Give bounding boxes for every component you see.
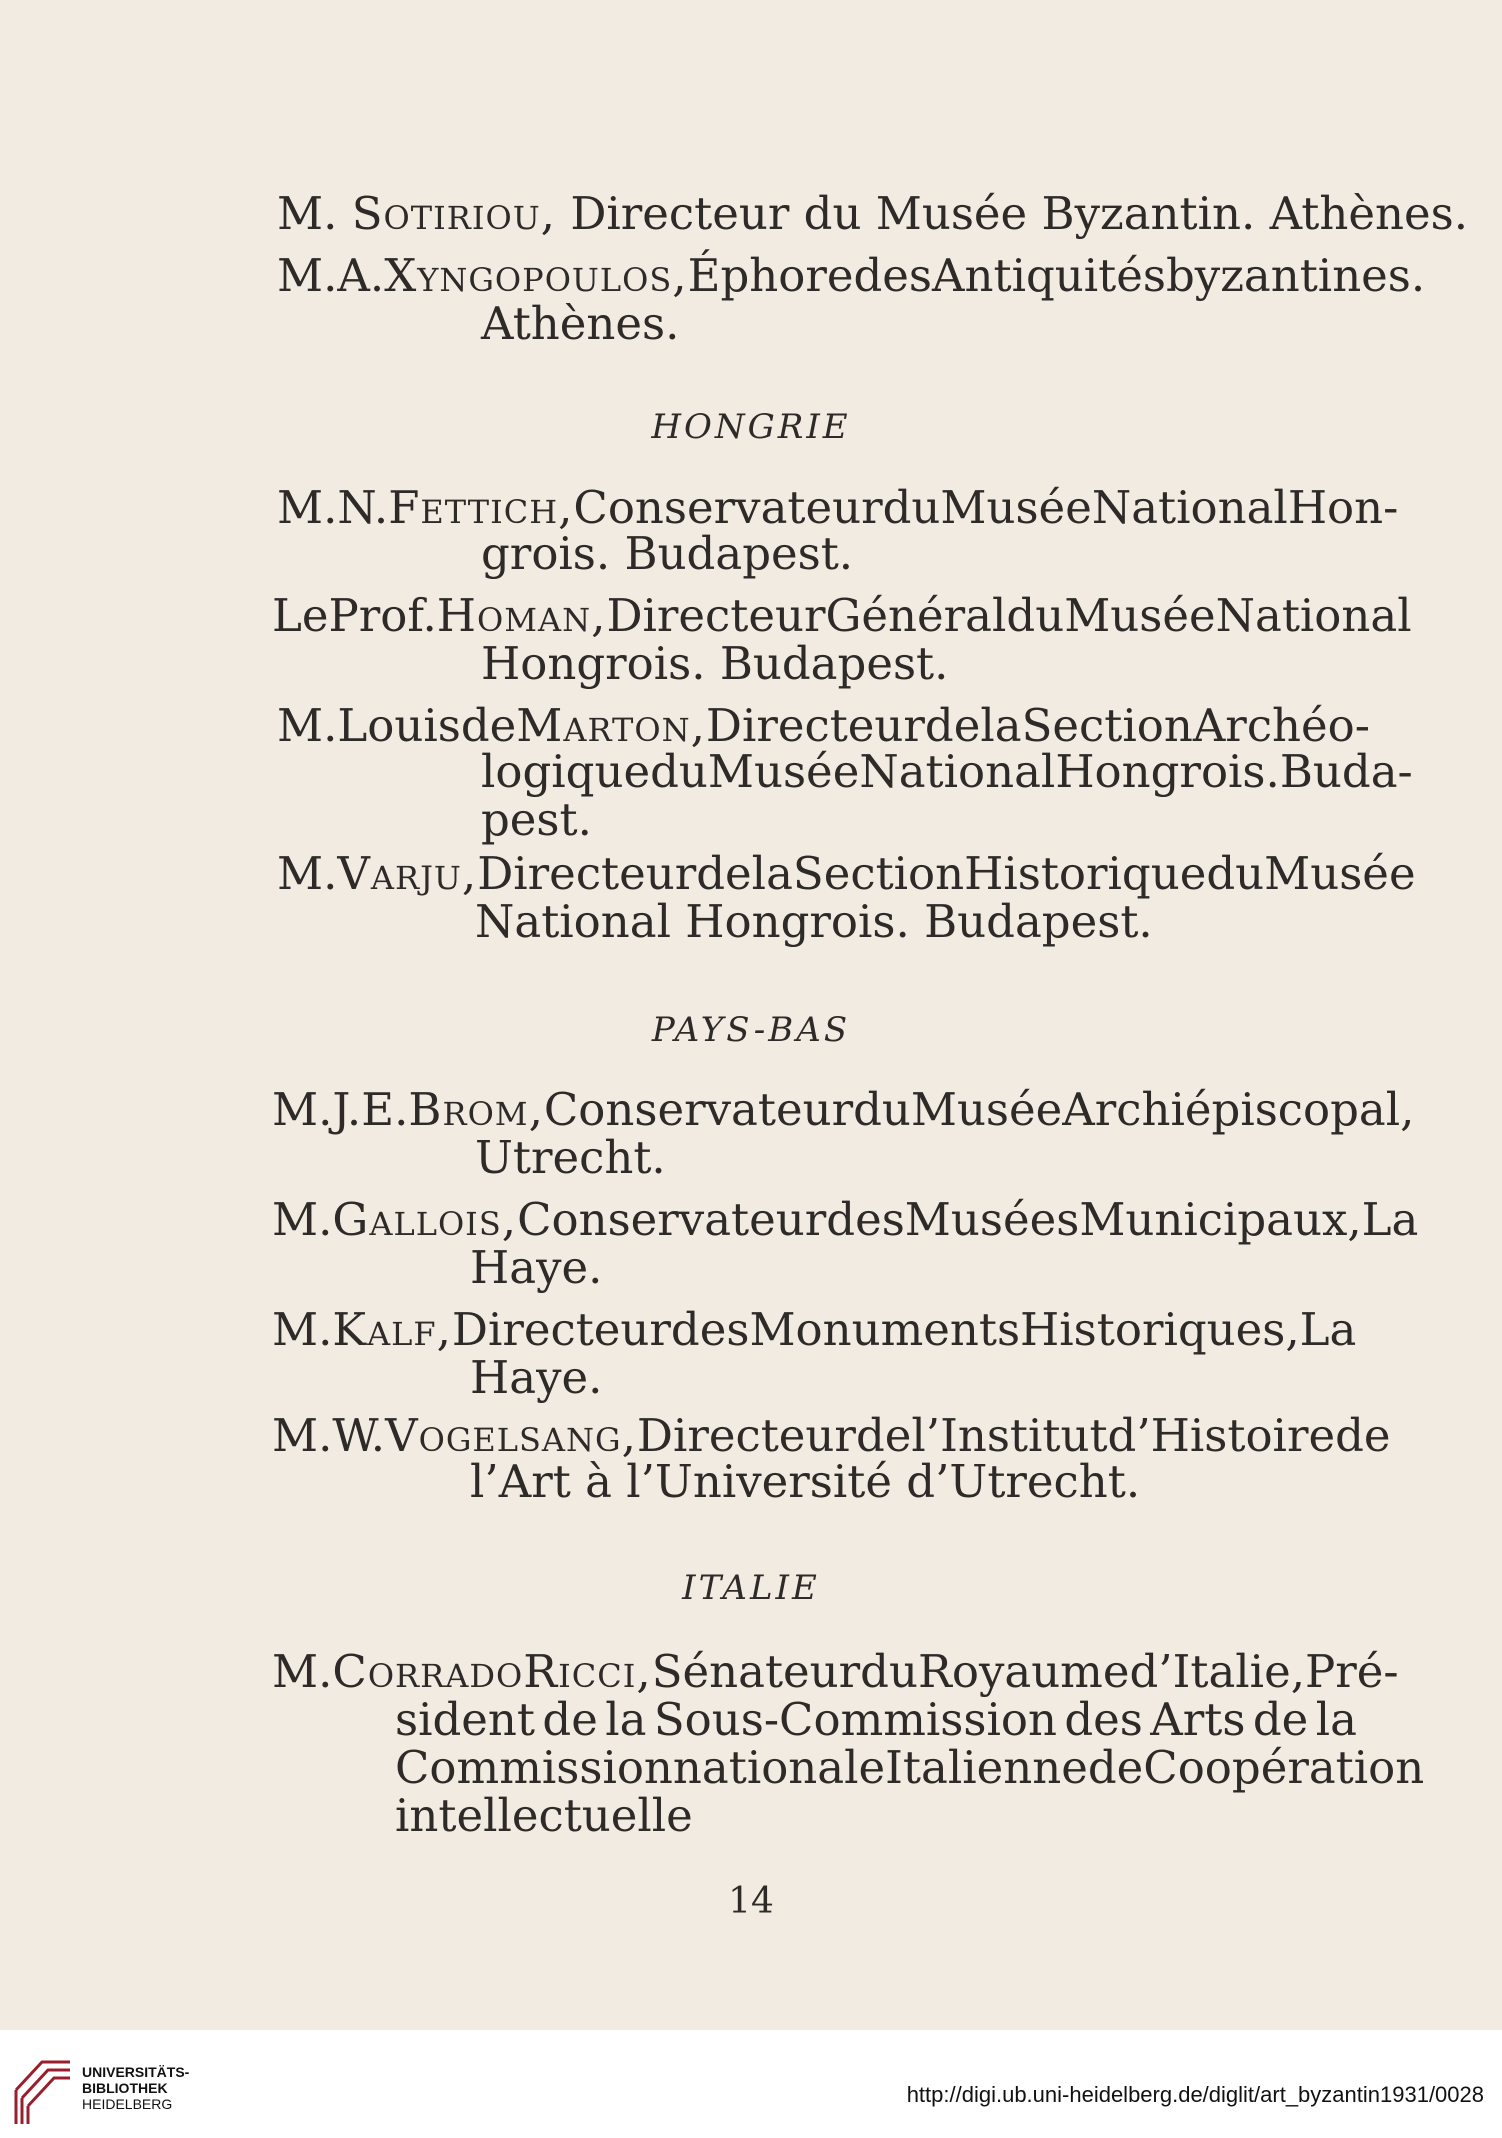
entry-homan-line2: Hongrois. Budapest. xyxy=(481,637,949,690)
entry-gallois-line2: Haye. xyxy=(470,1241,603,1294)
heading-pays-bas: PAYS-BAS xyxy=(651,1010,851,1050)
entry-fettich-line2: grois. Budapest. xyxy=(481,527,854,580)
entry-fettich-line1: M. N. Fettich, Conservateur du Musée National Hon- xyxy=(277,481,1399,534)
entry-sotiriou-line1: M. Sotiriou, Directeur du Musée Byzantin. Athènes. xyxy=(277,187,1469,240)
entry-marton-line2: logique du Musée National Hongrois. Buda- xyxy=(481,745,1413,798)
entry-ricci-line1: M. Corrado Ricci, Sénateur du Royaume d’Italie, Pré- xyxy=(272,1645,1399,1698)
library-logo-icon xyxy=(12,2050,74,2128)
entry-varju-line1: M. Varju, Directeur de la Section Historique du Musée xyxy=(277,847,1416,900)
heading-italie: ITALIE xyxy=(682,1568,820,1608)
entry-ricci-line4: intellectuelle xyxy=(395,1789,693,1842)
entry-xyngopoulos-line1: M. A. Xyngopoulos, Éphore des Antiquités byzantines. xyxy=(277,249,1426,302)
page-number: 14 xyxy=(728,1881,774,1922)
heading-hongrie: HONGRIE xyxy=(651,407,851,447)
entry-kalf-line1: M. Kalf, Directeur des Monuments Historiques, La xyxy=(272,1303,1357,1356)
entry-kalf-line2: Haye. xyxy=(470,1351,603,1404)
entry-gallois-line1: M. Gallois, Conservateur des Musées Municipaux, La xyxy=(272,1193,1419,1246)
entry-xyngopoulos-line2: Athènes. xyxy=(481,297,680,350)
entry-ricci-line2: sident de la Sous-Commission des Arts de la xyxy=(395,1693,1357,1746)
digitization-footer xyxy=(0,2030,1502,2138)
entry-brom-line1: M. J. E. Brom, Conservateur du Musée Archiépiscopal, xyxy=(272,1083,1415,1136)
entry-homan-line1: Le Prof. Homan, Directeur Général du Musée National xyxy=(272,589,1412,642)
entry-brom-line2: Utrecht. xyxy=(475,1131,666,1184)
entry-varju-line2: National Hongrois. Budapest. xyxy=(475,895,1153,948)
entry-ricci-line3: Commission nationale Italienne de Coopération xyxy=(395,1741,1425,1794)
entry-marton-line1: M. Louis de Marton, Directeur de la Section Archéo- xyxy=(277,699,1370,752)
entry-marton-line3: pest. xyxy=(481,793,592,846)
entry-vogelsang-line2: l’Art à l’Université d’Utrecht. xyxy=(470,1455,1141,1508)
library-name: UNIVERSITÄTS- BIBLIOTHEK HEIDELBERG xyxy=(82,2064,190,2112)
permalink-url[interactable]: http://digi.ub.uni-heidelberg.de/diglit/art_byzantin1931/0028 xyxy=(906,2082,1484,2107)
entry-vogelsang-line1: M. W. Vogelsang, Directeur de l’Institut d’Histoire de xyxy=(272,1409,1391,1462)
